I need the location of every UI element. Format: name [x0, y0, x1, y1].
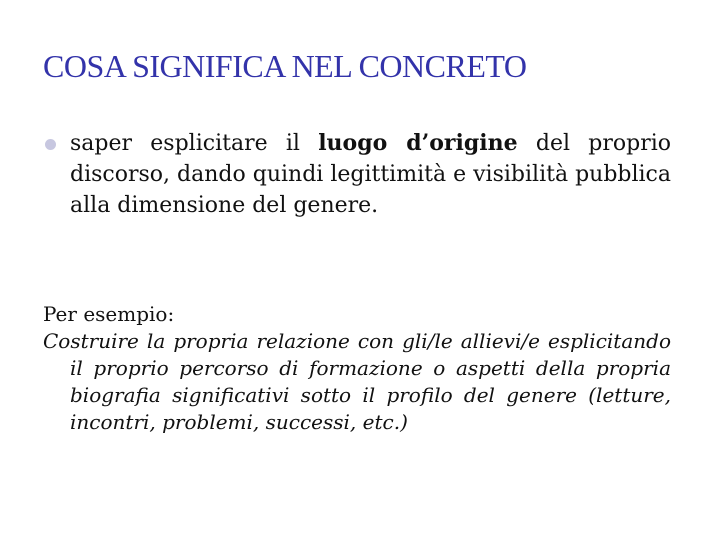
bullet-item — [43, 128, 671, 221]
bullet-dot-icon — [45, 139, 56, 150]
slide-title: COSA SIGNIFICA NEL CONCRETO — [43, 48, 527, 84]
example-body: Costruire la propria relazione con gli/le allievi/e esplicitando il proprio percorso di formazione o aspetti della propria biografia significativi sotto il profilo del genere (letture, incontri, problemi, successi, etc.) — [43, 329, 671, 434]
bullet-text-bold: luogo d’origine — [318, 130, 518, 156]
bullet-text-after: del proprio discorso, dando quindi legittimità e visibilità pubblica alla dimensione del genere. — [70, 131, 671, 218]
example-section — [43, 301, 671, 436]
example-intro: Per esempio: — [43, 302, 175, 326]
bullet-text-before: saper esplicitare il — [70, 131, 319, 156]
bullet-text — [70, 128, 671, 221]
